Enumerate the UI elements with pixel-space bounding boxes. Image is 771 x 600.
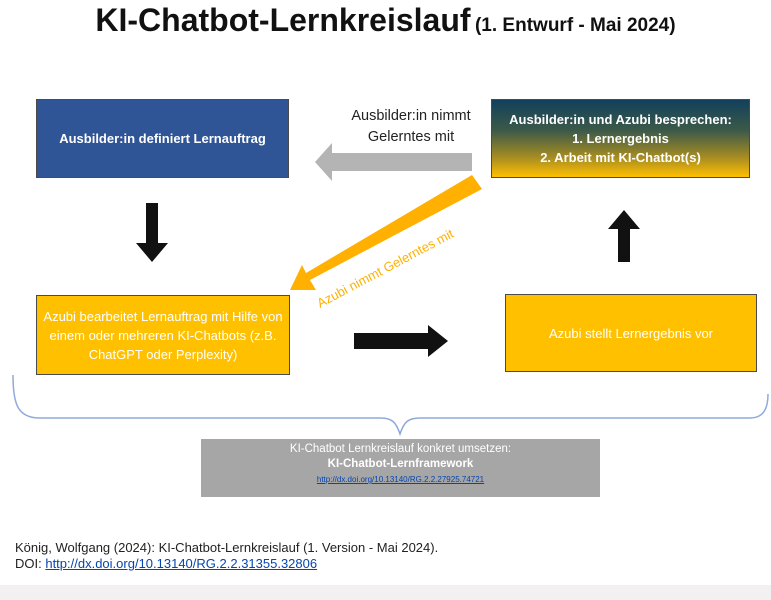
box-besprechen-line2: 1. Lernergebnis <box>572 131 669 146</box>
orange-arrow-label: Azubi nimmt Gelerntes mit <box>314 225 457 311</box>
arrow-down <box>136 203 168 262</box>
title-main: KI-Chatbot-Lernkreislauf <box>95 2 471 38</box>
title-subtitle: (1. Entwurf - Mai 2024) <box>474 15 676 36</box>
arrow-right <box>354 325 448 357</box>
gray-arrow-label-line2: Gelerntes mit <box>367 129 455 145</box>
box-besprechen-line3: 2. Arbeit mit KI-Chatbot(s) <box>540 150 701 165</box>
gray-arrow-left <box>315 143 472 181</box>
citation <box>15 540 438 572</box>
box-ausbilder-definiert: Ausbilder:in definiert Lernauftrag <box>36 99 289 178</box>
implementation-note <box>201 439 600 497</box>
bottom-band <box>0 585 771 600</box>
note-line1: KI-Chatbot Lernkreislauf konkret umsetzen: <box>289 443 512 455</box>
box-azubi-stellt-vor: Azubi stellt Lernergebnis vor <box>505 294 757 372</box>
grouping-brace <box>13 375 768 434</box>
doi-label: DOI: <box>15 556 46 571</box>
citation-line1: König, Wolfgang (2024): KI-Chatbot-Lernkreislauf (1. Version - Mai 2024). <box>15 540 439 555</box>
citation-line2 <box>15 556 438 572</box>
gray-arrow-label-line1: Ausbilder:in nimmt <box>351 108 471 124</box>
box-azubi-bearbeitet: Azubi bearbeitet Lernauftrag mit Hilfe von einem oder mehreren KI-Chatbots (z.B. ChatGPT oder Perplexity) <box>36 295 290 375</box>
doi-link[interactable]: http://dx.doi.org/10.13140/RG.2.2.31355.32806 <box>45 556 318 571</box>
note-line2: KI-Chatbot-Lernframework <box>327 458 474 470</box>
box-besprechen-line1: Ausbilder:in und Azubi besprechen: <box>509 112 732 127</box>
note-link[interactable]: http://dx.doi.org/10.13140/RG.2.2.27925.74721 <box>316 475 485 484</box>
arrow-up <box>608 210 640 262</box>
